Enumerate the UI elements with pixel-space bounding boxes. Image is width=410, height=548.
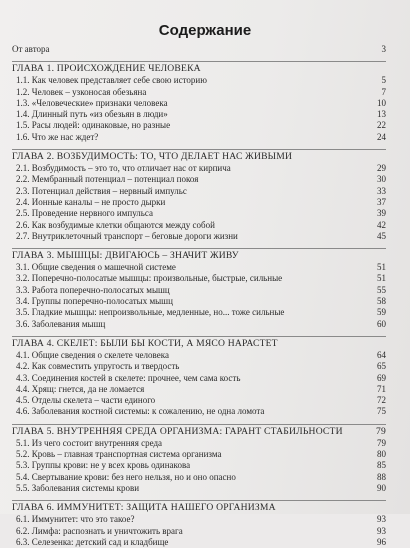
toc-entry-title: ГЛАВА 3. МЫШЦЫ: ДВИГАЮСЬ – ЗНАЧИТ ЖИВУ bbox=[12, 250, 239, 262]
toc-page-number: 69 bbox=[377, 372, 386, 383]
toc-entry bbox=[12, 537, 386, 548]
toc-page-number: 24 bbox=[377, 131, 386, 142]
toc-entry-title: От автора bbox=[12, 44, 50, 54]
toc-entry-title: 1.4. Длинный путь «из обезьян в люди» bbox=[16, 109, 168, 120]
toc-page-number: 85 bbox=[377, 460, 386, 471]
toc-entry-title: 4.4. Хрящ: гнется, да не ломается bbox=[16, 383, 145, 394]
toc-entry-title: 2.6. Как возбудимые клетки общаются между собой bbox=[16, 219, 215, 230]
toc-entry bbox=[12, 307, 386, 318]
toc-entry bbox=[12, 514, 386, 525]
toc-entry-title: 4.6. Заболевания костной системы: к сожалению, не одна ломота bbox=[16, 406, 265, 417]
toc-page-number: 60 bbox=[377, 318, 386, 329]
toc-entry-title: 1.2. Человек – узконосая обезьяна bbox=[16, 86, 147, 97]
toc-entry bbox=[12, 109, 386, 120]
toc-page-number: 30 bbox=[377, 174, 386, 185]
toc-entry-title: ГЛАВА 5. ВНУТРЕННЯЯ СРЕДА ОРГАНИЗМА: ГАРАНТ СТАБИЛЬНОСТИ bbox=[12, 425, 343, 437]
toc-page-number: 93 bbox=[377, 525, 386, 536]
toc-page-number: 96 bbox=[377, 536, 386, 547]
toc-entry bbox=[12, 208, 386, 219]
toc-page-number: 22 bbox=[377, 120, 386, 131]
toc-entry bbox=[12, 361, 386, 372]
toc-entry bbox=[12, 273, 386, 284]
toc-entry bbox=[12, 384, 386, 395]
toc-entry-title: 2.5. Проведение нервного импульса bbox=[16, 208, 153, 219]
toc-page-number: 72 bbox=[377, 395, 386, 406]
toc-chapter-heading bbox=[12, 336, 386, 350]
toc-chapter-heading bbox=[12, 61, 386, 75]
toc-entry-title: 4.1. Общие сведения о скелете человека bbox=[16, 349, 169, 360]
toc-entry bbox=[12, 120, 386, 131]
toc-entry bbox=[12, 395, 386, 406]
toc-entry bbox=[12, 75, 386, 86]
toc-page-number: 3 bbox=[381, 44, 386, 54]
toc-entry-title: ГЛАВА 4. СКЕЛЕТ: БЫЛИ БЫ КОСТИ, А МЯСО НАРАСТЕТ bbox=[12, 337, 278, 349]
toc-entry-title: 2.2. Мембранный потенциал – потенциал покоя bbox=[16, 174, 199, 185]
toc-page-number: 51 bbox=[377, 273, 386, 284]
toc-entry-title: 3.6. Заболевания мышц bbox=[16, 318, 106, 329]
toc-page-number: 88 bbox=[377, 471, 386, 482]
toc-entry bbox=[12, 98, 386, 109]
toc-page-number: 90 bbox=[377, 482, 386, 493]
toc-entry-title: 2.3. Потенциал действия – нервный импульс bbox=[16, 185, 187, 196]
toc-page-number: 42 bbox=[377, 219, 386, 230]
toc-page-number: 71 bbox=[377, 383, 386, 394]
toc-entry bbox=[12, 186, 386, 197]
table-of-contents bbox=[12, 44, 386, 548]
toc-entry-title: 2.1. Возбудимость – это то, что отличает нас от кирпича bbox=[16, 163, 231, 174]
toc-entry bbox=[12, 174, 386, 185]
toc-entry-title: 4.3. Соединения костей в скелете: прочнее, чем сама кость bbox=[16, 372, 241, 383]
toc-entry-title: ГЛАВА 6. ИММУНИТЕТ: ЗАЩИТА НАШЕГО ОРГАНИЗМА bbox=[12, 502, 276, 514]
toc-page-number: 58 bbox=[377, 296, 386, 307]
toc-entry-title: 6.2. Лимфа: распознать и уничтожить врага bbox=[16, 525, 183, 536]
toc-page-number: 93 bbox=[377, 514, 386, 525]
toc-page-number: 59 bbox=[377, 307, 386, 318]
toc-entry bbox=[12, 350, 386, 361]
toc-entry-title: 4.5. Отделы скелета – части единого bbox=[16, 395, 156, 406]
toc-entry-title: 5.3. Группы крови: не у всех кровь одинакова bbox=[16, 460, 191, 471]
toc-entry bbox=[12, 373, 386, 384]
toc-entry bbox=[12, 285, 386, 296]
toc-chapter-heading bbox=[12, 424, 386, 438]
toc-page-number: 5 bbox=[381, 75, 386, 86]
toc-page-number: 29 bbox=[377, 163, 386, 174]
toc-entry bbox=[12, 44, 386, 55]
toc-page-number: 51 bbox=[377, 262, 386, 273]
toc-entry-title: 1.6. Что же нас ждет? bbox=[16, 131, 99, 142]
toc-page-number: 33 bbox=[377, 185, 386, 196]
toc-entry bbox=[12, 472, 386, 483]
toc-entry-title: 3.3. Работа поперечно-полосатых мышц bbox=[16, 284, 170, 295]
toc-entry-title: 4.2. Как совместить упругость и твердость bbox=[16, 361, 180, 372]
toc-entry-title: ГЛАВА 1. ПРОИСХОЖДЕНИЕ ЧЕЛОВЕКА bbox=[12, 63, 201, 75]
toc-page-number: 37 bbox=[377, 196, 386, 207]
toc-entry bbox=[12, 483, 386, 494]
toc-chapter-heading bbox=[12, 248, 386, 262]
toc-entry bbox=[12, 132, 386, 143]
toc-entry-title: 3.1. Общие сведения о машечной системе bbox=[16, 262, 176, 273]
toc-entry bbox=[12, 87, 386, 98]
toc-entry-title: 6.1. Иммунитет: что это такое? bbox=[16, 514, 135, 525]
toc-page-number: 65 bbox=[377, 361, 386, 372]
toc-entry-title: 3.4. Группы поперечно-полосатых мышц bbox=[16, 296, 173, 307]
toc-entry-title: 2.4. Ионные каналы – не просто дырки bbox=[16, 196, 166, 207]
toc-entry bbox=[12, 197, 386, 208]
toc-page-number: 79 bbox=[377, 437, 386, 448]
toc-page-number: 13 bbox=[377, 109, 386, 120]
toc-entry bbox=[12, 231, 386, 242]
toc-chapter-heading bbox=[12, 149, 386, 163]
toc-entry-title: ГЛАВА 2. ВОЗБУДИМОСТЬ: ТО, ЧТО ДЕЛАЕТ НАС ЖИВЫМИ bbox=[12, 151, 293, 163]
toc-entry bbox=[12, 449, 386, 460]
toc-entry bbox=[12, 163, 386, 174]
toc-entry-title: 5.1. Из чего состоит внутренняя среда bbox=[16, 437, 163, 448]
toc-page-number: 45 bbox=[377, 230, 386, 241]
toc-entry bbox=[12, 460, 386, 471]
toc-entry-title: 5.4. Свертывание крови: без него нельзя, но и оно опасно bbox=[16, 471, 236, 482]
toc-page-number: 55 bbox=[377, 284, 386, 295]
page-title: Содержание bbox=[158, 22, 252, 39]
toc-entry bbox=[12, 406, 386, 417]
toc-entry bbox=[12, 438, 386, 449]
toc-chapter-heading bbox=[12, 500, 386, 514]
toc-entry-title: 1.1. Как человек представляет себе свою историю bbox=[16, 75, 207, 86]
toc-page-number: 75 bbox=[377, 406, 386, 417]
toc-entry-title: 1.5. Расы людей: одинаковые, но разные bbox=[16, 120, 171, 131]
toc-page-number: 39 bbox=[377, 208, 386, 219]
toc-entry-title: 5.5. Заболевания системы крови bbox=[16, 482, 140, 493]
toc-page-number: 79 bbox=[376, 425, 386, 437]
toc-page-number: 7 bbox=[381, 86, 386, 97]
toc-entry bbox=[12, 262, 386, 273]
toc-page-number: 10 bbox=[377, 97, 386, 108]
toc-entry-title: 5.2. Кровь – главная транспортная система организма bbox=[16, 449, 222, 460]
toc-page-number: 80 bbox=[377, 449, 386, 460]
toc-entry-title: 3.5. Гладкие мышцы: непроизвольные, медленные, но... тоже сильные bbox=[16, 307, 285, 318]
toc-entry-title: 3.2. Поперечно-полосатые мышцы: произвольные, быстрые, сильные bbox=[16, 273, 283, 284]
toc-entry-title: 2.7. Внутриклеточный транспорт – беговые дороги жизни bbox=[16, 230, 238, 241]
toc-entry bbox=[12, 220, 386, 231]
toc-entry bbox=[12, 319, 386, 330]
toc-entry-title: 1.3. «Человеческие» признаки человека bbox=[16, 97, 168, 108]
toc-page-number: 64 bbox=[377, 349, 386, 360]
toc-entry bbox=[12, 296, 386, 307]
toc-entry bbox=[12, 526, 386, 537]
toc-entry-title: 6.3. Селезенка: детский сад и кладбище bbox=[16, 536, 169, 547]
